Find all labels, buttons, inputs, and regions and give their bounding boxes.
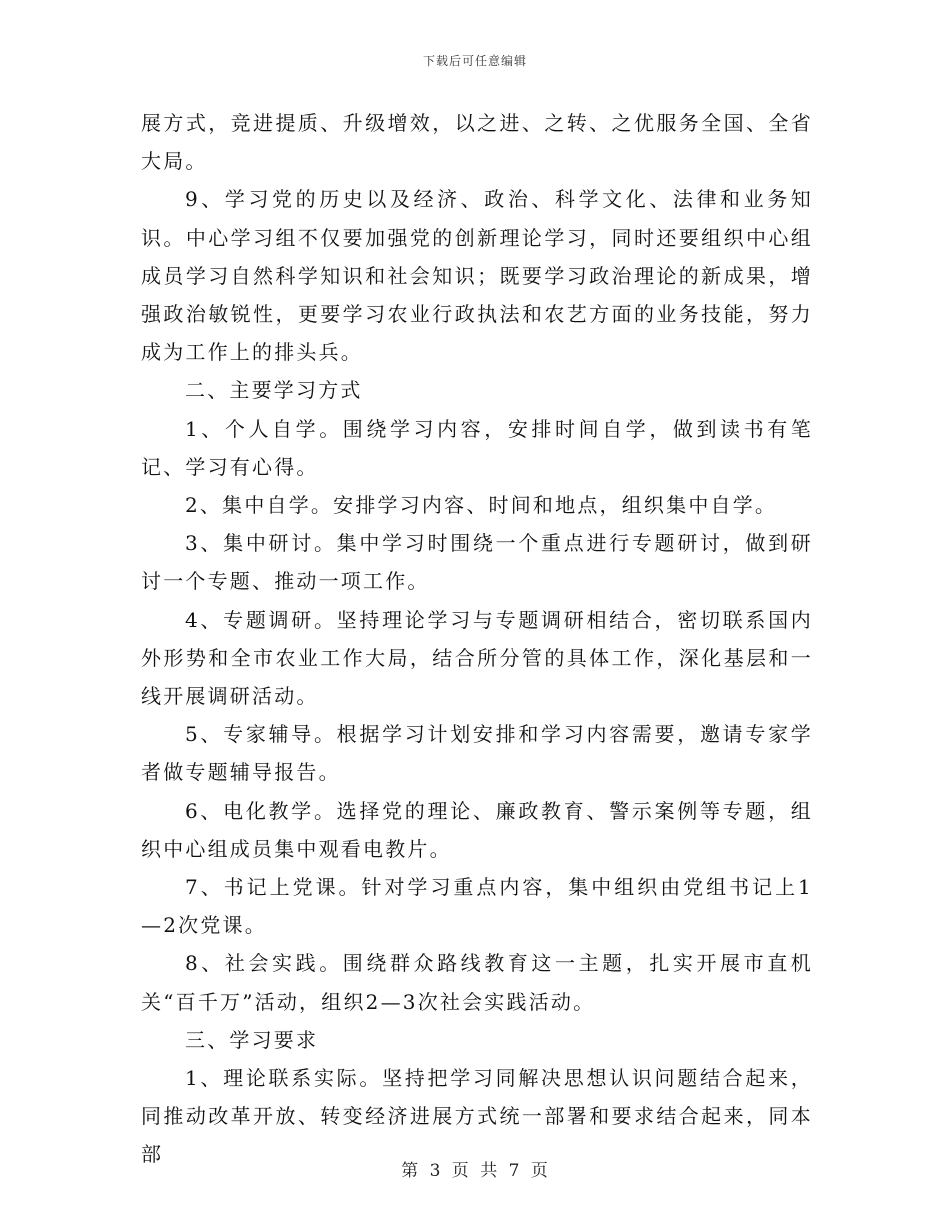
paragraph: 1、个人自学。围绕学习内容，安排时间自学，做到读书有笔记、学习有心得。 (141, 416, 813, 479)
paragraph: 8、社会实践。围绕群众路线教育这一主题，扎实开展市直机关“百千万”活动，组织2—3次社会实践活动。 (141, 951, 813, 1014)
paragraph: 3、集中研讨。集中学习时围绕一个重点进行专题研讨，做到研讨一个专题、推动一项工作。 (141, 531, 813, 594)
paragraph: 7、书记上党课。针对学习重点内容，集中组织由党组书记上1—2次党课。 (141, 875, 813, 938)
section-heading: 二、主要学习方式 (185, 378, 363, 403)
paragraph: 9、学习党的历史以及经济、政治、科学文化、法律和业务知识。中心学习组不仅要加强党的创新理论学习，同时还要组织中心组成员学习自然科学知识和社会知识；既要学习政治理论的新成果，增强政治敏锐性，更要学习农业行政执法和农艺方面的业务技能，努力成为工作上的排头兵。 (141, 187, 813, 365)
document-body (141, 104, 813, 1174)
page-header: 下载后可任意编辑 (422, 54, 527, 68)
paragraph: 1、理论联系实际。坚持把学习同解决思想认识问题结合起来，同推动改革开放、转变经济进展方式统一部署和要求结合起来，同本部 (141, 1066, 813, 1167)
section-heading: 三、学习要求 (185, 1027, 319, 1052)
paragraph: 2、集中自学。安排学习内容、时间和地点，组织集中自学。 (185, 493, 778, 518)
paragraph: 5、专家辅导。根据学习计划安排和学习内容需要，邀请专家学者做专题辅导报告。 (141, 722, 813, 785)
paragraph: 6、电化教学。选择党的理论、廉政教育、警示案例等专题，组织中心组成员集中观看电教片。 (141, 798, 813, 861)
page-number: 第 3 页 共 7 页 (401, 1161, 549, 1181)
paragraph: 展方式，竞进提质、升级增效，以之进、之转、之优服务全国、全省大局。 (141, 111, 813, 174)
paragraph: 4、专题调研。坚持理论学习与专题调研相结合，密切联系国内外形势和全市农业工作大局，结合所分管的具体工作，深化基层和一线开展调研活动。 (141, 607, 813, 709)
